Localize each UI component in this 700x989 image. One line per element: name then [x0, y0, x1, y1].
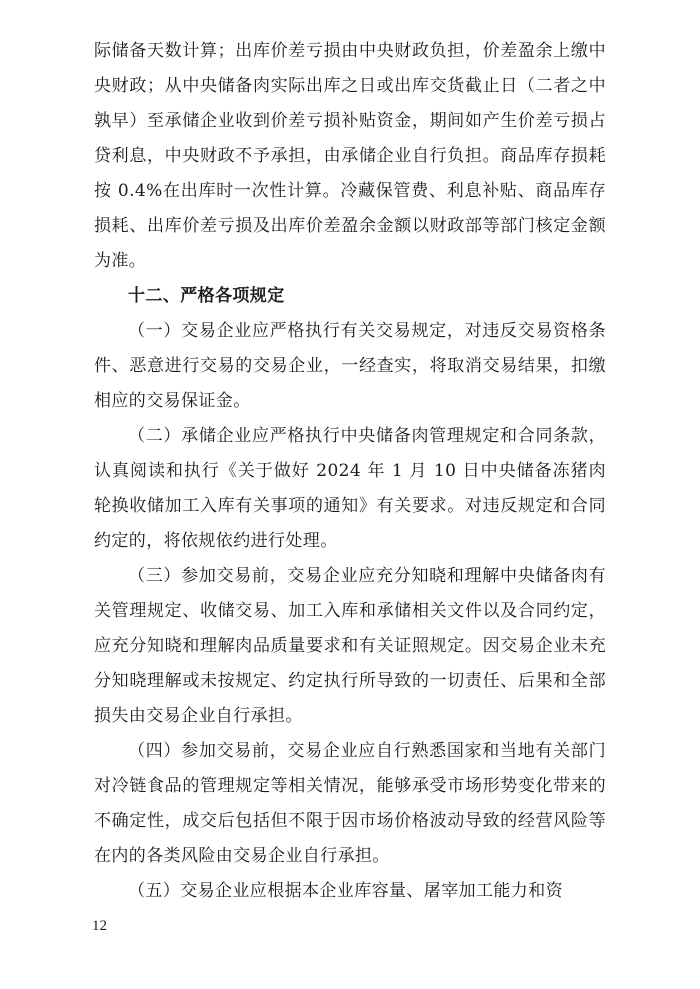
paragraph: （三）参加交易前，交易企业应充分知晓和理解中央储备肉有关管理规定、收储交易、加工入库和承储相关文件以及合同约定，应充分知晓和理解肉品质量要求和有关证照规定。因交易企业未充分知晓理解或未按规定、约定执行所导致的一切责任、后果和全部损失由交易企业自行承担。	[94, 566, 606, 726]
paragraph: （四）参加交易前，交易企业应自行熟悉国家和当地有关部门对冷链食品的管理规定等相关情况，能够承受市场形势变化带来的不确定性，成交后包括但不限于因市场价格波动导致的经营风险等在内的各类风险由交易企业自行承担。	[94, 741, 606, 866]
section-heading: 十二、严格各项规定	[128, 286, 285, 306]
paragraph: （五）交易企业应根据本企业库容量、屠宰加工能力和资	[128, 881, 563, 901]
page-number: 12	[92, 918, 107, 934]
paragraph: （一）交易企业应严格执行有关交易规定，对违反交易资格条件、恶意进行交易的交易企业，一经查实，将取消交易结果，扣缴相应的交易保证金。	[94, 321, 606, 411]
paragraph: （二）承储企业应严格执行中央储备肉管理规定和合同条款，认真阅读和执行《关于做好 2024 年 1 月 10 日中央储备冻猪肉轮换收储加工入库有关事项的通知》有关要求。对违反规定和合同约定的，将依规依约进行处理。	[94, 426, 606, 551]
document-body	[94, 34, 606, 909]
paragraph: 际储备天数计算；出库价差亏损由中央财政负担，价差盈余上缴中央财政；从中央储备肉实际出库之日或出库交货截止日（二者之中孰早）至承储企业收到价差亏损补贴资金，期间如产生价差亏损占贷利息，中央财政不予承担，由承储企业自行负担。商品库存损耗按 0.4%在出库时一次性计算。冷藏保管费、利息补贴、商品库存损耗、出库价差亏损及出库价差盈余金额以财政部等部门核定金额为准。	[94, 41, 606, 271]
